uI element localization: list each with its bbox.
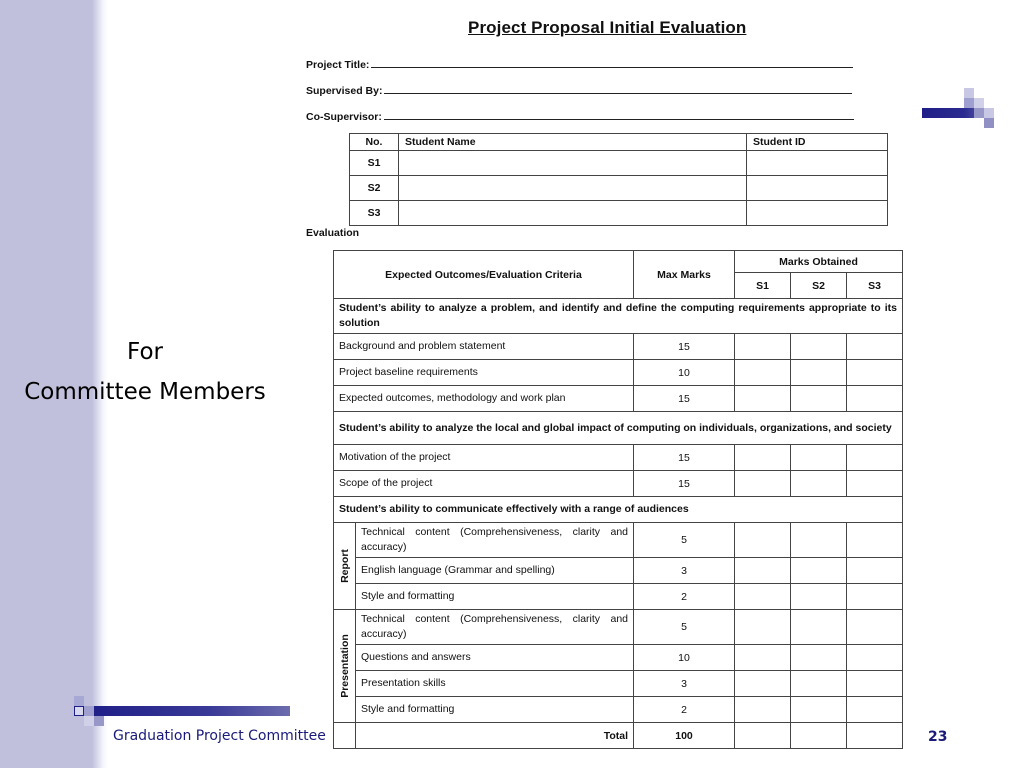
criterion-text: Questions and answers — [356, 645, 634, 671]
evaluation-form — [300, 0, 920, 768]
s2-mark-cell[interactable] — [791, 645, 847, 671]
co-supervisor-field[interactable] — [306, 110, 854, 123]
deco-square — [974, 108, 984, 118]
header-marks-obtained: Marks Obtained — [735, 251, 903, 273]
criterion-row — [334, 523, 903, 558]
s2-total-cell[interactable] — [791, 723, 847, 749]
total-row — [334, 723, 903, 749]
criterion-text: Technical content (Comprehensiveness, clarity and accuracy) — [356, 523, 634, 558]
criterion-text: Background and problem statement — [334, 334, 634, 360]
students-table — [349, 133, 888, 226]
decorative-bar-top — [922, 88, 994, 130]
footer-text: Graduation Project Committee — [113, 728, 326, 744]
deco-square — [964, 88, 974, 98]
student-number: S3 — [350, 201, 399, 226]
s1-mark-cell[interactable] — [735, 445, 791, 471]
criterion-text: Project baseline requirements — [334, 360, 634, 386]
s2-mark-cell[interactable] — [791, 386, 847, 412]
caption-line-committee: Committee Members — [24, 379, 266, 405]
max-marks: 5 — [634, 523, 735, 558]
student-name-cell[interactable] — [399, 151, 747, 176]
deco-square — [84, 716, 94, 726]
s3-mark-cell[interactable] — [847, 610, 903, 645]
project-title-field[interactable] — [306, 58, 853, 71]
s1-mark-cell[interactable] — [735, 610, 791, 645]
deco-bar — [92, 706, 290, 716]
header-no: No. — [350, 134, 399, 151]
s3-total-cell[interactable] — [847, 723, 903, 749]
student-id-cell[interactable] — [747, 176, 888, 201]
total-empty-cell — [334, 723, 356, 749]
side-caption — [0, 332, 290, 412]
deco-square — [964, 98, 974, 108]
deco-square — [84, 706, 94, 716]
s2-mark-cell[interactable] — [791, 334, 847, 360]
max-marks: 10 — [634, 645, 735, 671]
section-row — [334, 299, 903, 334]
student-row — [350, 151, 888, 176]
deco-square — [94, 716, 104, 726]
s3-mark-cell[interactable] — [847, 360, 903, 386]
max-marks: 5 — [634, 610, 735, 645]
criterion-row — [334, 558, 903, 584]
criterion-text: English language (Grammar and spelling) — [356, 558, 634, 584]
deco-square — [974, 98, 984, 108]
students-table-header — [350, 134, 888, 151]
criterion-row — [334, 610, 903, 645]
criterion-row — [334, 334, 903, 360]
student-row — [350, 176, 888, 201]
header-student-id: Student ID — [747, 134, 888, 151]
supervised-by-field[interactable] — [306, 84, 852, 97]
criterion-row — [334, 360, 903, 386]
criterion-text: Presentation skills — [356, 671, 634, 697]
project-title-blank[interactable] — [371, 58, 853, 68]
section-title: Student’s ability to communicate effectively with a range of audiences — [334, 497, 903, 523]
evaluation-table — [333, 250, 903, 749]
max-marks: 15 — [634, 471, 735, 497]
s2-mark-cell[interactable] — [791, 445, 847, 471]
s1-mark-cell[interactable] — [735, 671, 791, 697]
s3-mark-cell[interactable] — [847, 471, 903, 497]
max-marks: 2 — [634, 584, 735, 610]
student-number: S2 — [350, 176, 399, 201]
header-student-name: Student Name — [399, 134, 747, 151]
evaluation-heading: Evaluation — [306, 227, 360, 239]
deco-square — [984, 118, 994, 128]
s2-mark-cell[interactable] — [791, 584, 847, 610]
s3-mark-cell[interactable] — [847, 671, 903, 697]
s1-mark-cell[interactable] — [735, 558, 791, 584]
s2-mark-cell[interactable] — [791, 523, 847, 558]
criterion-row — [334, 697, 903, 723]
criterion-row — [334, 584, 903, 610]
s3-mark-cell[interactable] — [847, 645, 903, 671]
group-report — [334, 523, 356, 610]
header-max-marks: Max Marks — [634, 251, 735, 299]
criterion-text: Style and formatting — [356, 697, 634, 723]
s3-mark-cell[interactable] — [847, 584, 903, 610]
s1-mark-cell[interactable] — [735, 471, 791, 497]
co-supervisor-blank[interactable] — [384, 110, 854, 120]
s2-mark-cell[interactable] — [791, 360, 847, 386]
s2-mark-cell[interactable] — [791, 671, 847, 697]
student-number: S1 — [350, 151, 399, 176]
eval-header-row — [334, 251, 903, 273]
criterion-row — [334, 445, 903, 471]
s1-mark-cell[interactable] — [735, 645, 791, 671]
s2-mark-cell[interactable] — [791, 610, 847, 645]
s3-mark-cell[interactable] — [847, 334, 903, 360]
criterion-text: Style and formatting — [356, 584, 634, 610]
criterion-text: Scope of the project — [334, 471, 634, 497]
header-s2: S2 — [791, 273, 847, 299]
deco-square — [984, 108, 994, 118]
max-marks: 15 — [634, 334, 735, 360]
s3-mark-cell[interactable] — [847, 386, 903, 412]
criterion-text: Motivation of the project — [334, 445, 634, 471]
s3-mark-cell[interactable] — [847, 697, 903, 723]
group-presentation — [334, 610, 356, 723]
header-s1: S1 — [735, 273, 791, 299]
s2-mark-cell[interactable] — [791, 558, 847, 584]
criterion-text: Expected outcomes, methodology and work plan — [334, 386, 634, 412]
s1-total-cell[interactable] — [735, 723, 791, 749]
s3-mark-cell[interactable] — [847, 558, 903, 584]
student-id-cell[interactable] — [747, 201, 888, 226]
supervised-by-label: Supervised By: — [306, 85, 383, 97]
form-title: Project Proposal Initial Evaluation — [468, 18, 747, 37]
s2-mark-cell[interactable] — [791, 697, 847, 723]
deco-square — [74, 706, 84, 716]
caption-line-for: For — [127, 339, 163, 365]
section-row — [334, 412, 903, 445]
student-row — [350, 201, 888, 226]
s1-mark-cell[interactable] — [735, 584, 791, 610]
section-row — [334, 497, 903, 523]
s1-mark-cell[interactable] — [735, 386, 791, 412]
section-title: Student’s ability to analyze the local and global impact of computing on individuals, organizations, and society — [334, 412, 903, 445]
co-supervisor-label: Co-Supervisor: — [306, 111, 382, 123]
student-name-cell[interactable] — [399, 176, 747, 201]
project-title-label: Project Title: — [306, 59, 370, 71]
total-label: Total — [356, 723, 634, 749]
s1-mark-cell[interactable] — [735, 523, 791, 558]
student-id-cell[interactable] — [747, 151, 888, 176]
supervised-by-blank[interactable] — [384, 84, 852, 94]
student-name-cell[interactable] — [399, 201, 747, 226]
group-label-presentation: Presentation — [338, 634, 351, 698]
max-marks: 15 — [634, 386, 735, 412]
total-value: 100 — [634, 723, 735, 749]
s3-mark-cell[interactable] — [847, 445, 903, 471]
criterion-row — [334, 671, 903, 697]
group-label-report: Report — [338, 549, 351, 583]
max-marks: 10 — [634, 360, 735, 386]
s3-mark-cell[interactable] — [847, 523, 903, 558]
criterion-text: Technical content (Comprehensiveness, clarity and accuracy) — [356, 610, 634, 645]
criterion-row — [334, 386, 903, 412]
max-marks: 2 — [634, 697, 735, 723]
s2-mark-cell[interactable] — [791, 471, 847, 497]
header-criteria: Expected Outcomes/Evaluation Criteria — [334, 251, 634, 299]
criterion-row — [334, 471, 903, 497]
max-marks: 15 — [634, 445, 735, 471]
s1-mark-cell[interactable] — [735, 360, 791, 386]
deco-square — [74, 696, 84, 706]
page-number: 23 — [928, 729, 948, 745]
s1-mark-cell[interactable] — [735, 334, 791, 360]
max-marks: 3 — [634, 671, 735, 697]
section-title: Student’s ability to analyze a problem, and identify and define the computing requirements appropriate to its solution — [334, 299, 903, 334]
criterion-row — [334, 645, 903, 671]
max-marks: 3 — [634, 558, 735, 584]
header-s3: S3 — [847, 273, 903, 299]
s1-mark-cell[interactable] — [735, 697, 791, 723]
